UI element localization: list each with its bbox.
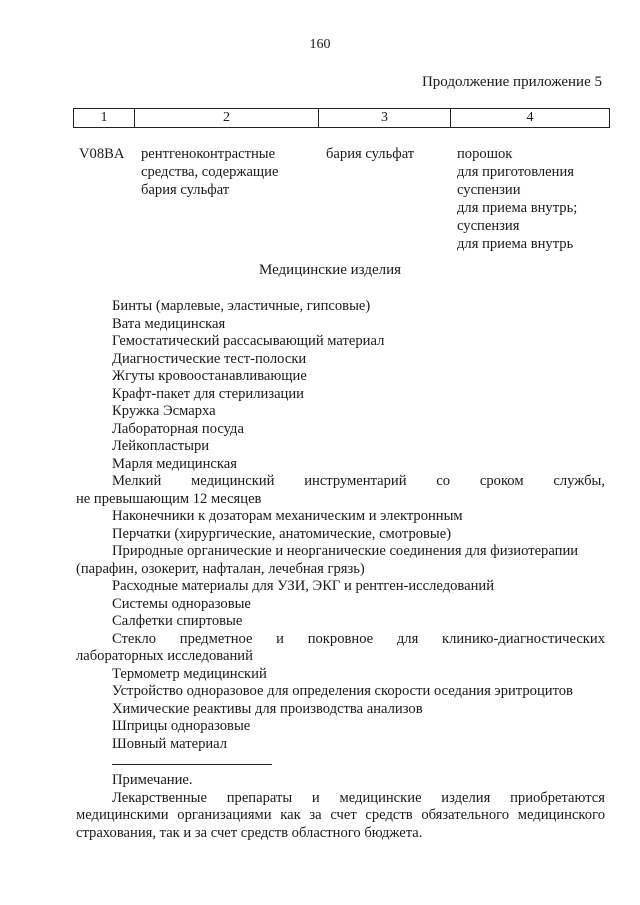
note-block	[76, 772, 605, 842]
list-item: Наконечники к дозаторам механическим и электронным	[112, 508, 463, 524]
column-header-table	[73, 108, 610, 128]
list-item: Жгуты кровоостанавливающие	[112, 368, 307, 384]
list-item: Расходные материалы для УЗИ, ЭКГ и рентген-исследований	[112, 578, 495, 594]
list-item-continuation: не превышающим 12 месяцев	[76, 490, 262, 507]
list-item: Лабораторная посуда	[112, 420, 244, 437]
list-item: Бинты (марлевые, эластичные, гипсовые)	[112, 298, 371, 314]
column-number-2: 2	[135, 109, 319, 128]
column-number-4: 4	[451, 109, 610, 128]
section-title: Медицинские изделия	[258, 262, 402, 278]
atc-code: V08BA	[79, 146, 125, 162]
dosage-form-line: суспензии	[457, 182, 521, 198]
list-item: Системы одноразовые	[112, 595, 251, 612]
list-item: Лейкопластыри	[112, 438, 210, 454]
list-item: Шприцы одноразовые	[112, 718, 251, 734]
list-item: Гемостатический рассасывающий материал	[112, 333, 385, 349]
list-item: Мелкий медицинский инструментарий со сроком службы,	[112, 473, 605, 489]
list-item: Устройство одноразовое для определения скорости оседания эритроцитов	[112, 683, 573, 699]
column-number-3: 3	[319, 109, 451, 128]
list-item: Стекло предметное и покровное для клинико-диагностических	[112, 630, 605, 647]
continuation-label: Продолжение приложение 5	[421, 74, 602, 90]
list-item: Диагностические тест-полоски	[112, 350, 307, 367]
list-item-continuation: (парафин, озокерит, нафталан, лечебная грязь)	[76, 560, 365, 577]
page-number: 160	[309, 37, 331, 52]
list-item: Салфетки спиртовые	[112, 613, 243, 629]
list-item: Химические реактивы для производства анализов	[112, 700, 423, 717]
list-item: Кружка Эсмарха	[112, 403, 216, 419]
drug-group	[141, 145, 311, 199]
column-header-row	[74, 109, 610, 128]
list-item: Марля медицинская	[112, 455, 237, 472]
list-item: Вата медицинская	[112, 315, 226, 332]
dosage-form-line: для приготовления	[457, 164, 574, 180]
note-title: Примечание.	[112, 772, 193, 788]
dosage-form-line: для приема внутрь	[457, 236, 574, 252]
medical-devices-list	[76, 298, 605, 753]
list-item: Шовный материал	[112, 735, 228, 752]
note-text: Лекарственные препараты и медицинские изделия приобретаются медицинскими организациями как за счет средств обязательного медицинского страхования, так и за счет средств областного бюджета.	[76, 789, 605, 841]
footnote-separator	[112, 764, 272, 765]
drug-name: бария сульфат	[326, 146, 415, 162]
list-item: Крафт-пакет для стерилизации	[112, 385, 304, 402]
drug-group-line: средства, содержащие	[141, 164, 279, 180]
drug-group-line: рентгеноконтрастные	[141, 146, 276, 162]
dosage-form-line: суспензия	[457, 218, 520, 234]
list-item: Перчатки (хирургические, анатомические, смотровые)	[112, 525, 452, 542]
column-number-1: 1	[74, 109, 135, 128]
list-item-continuation: лабораторных исследований	[76, 648, 253, 664]
list-item: Природные органические и неорганические соединения для физиотерапии	[112, 543, 579, 559]
dosage-form-line: порошок	[457, 146, 513, 162]
dosage-form-line: для приема внутрь;	[457, 200, 578, 216]
dosage-forms	[457, 145, 617, 253]
list-item: Термометр медицинский	[112, 665, 267, 682]
drug-group-line: бария сульфат	[141, 182, 230, 198]
